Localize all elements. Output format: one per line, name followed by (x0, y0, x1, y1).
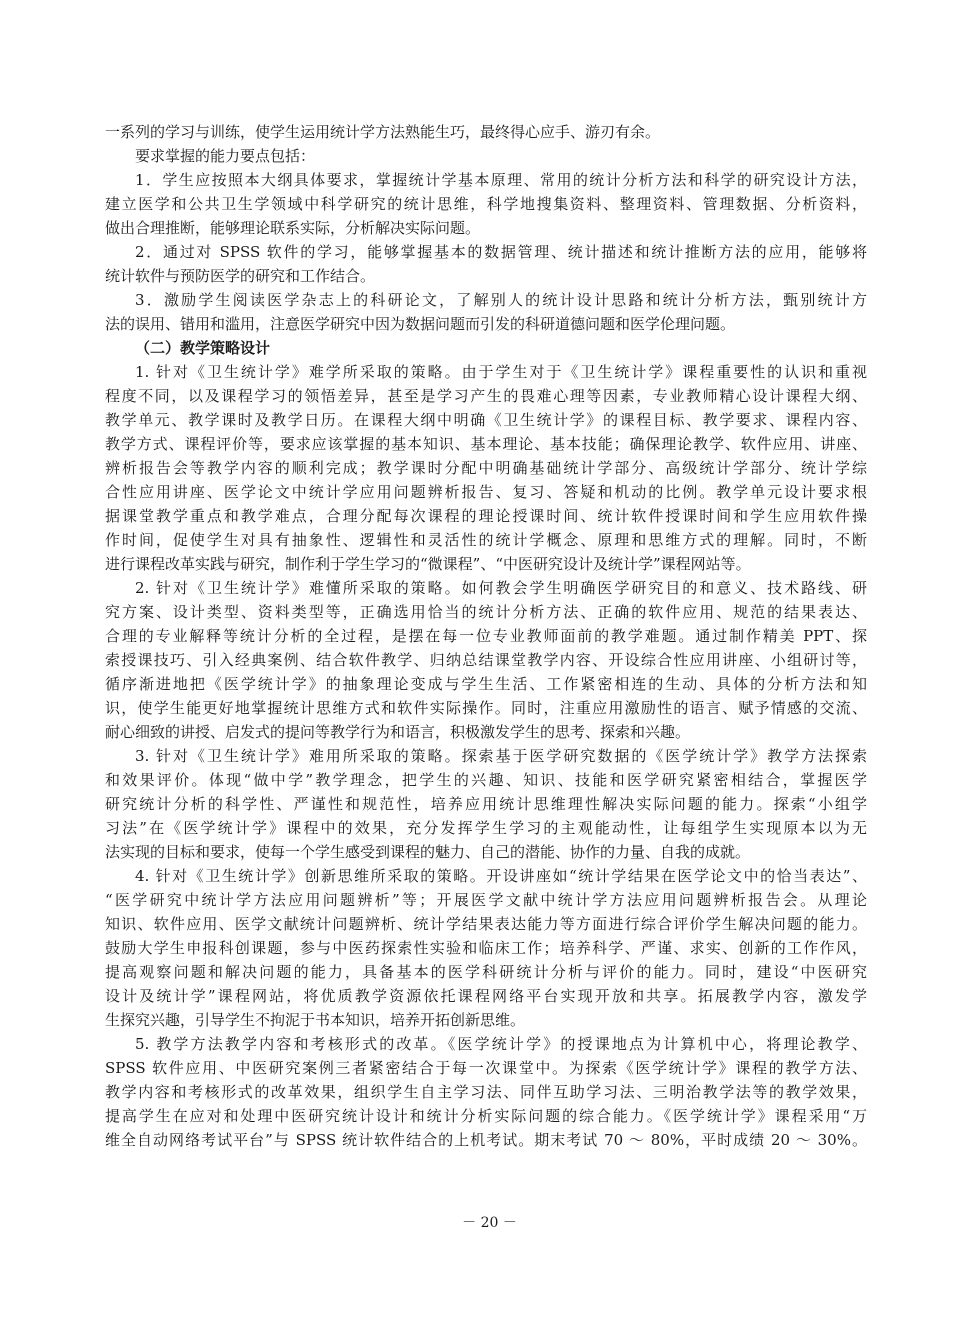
text-line: 程度不同，以及课程学习的领悟差异，甚至是学习产生的畏难心理等因素，专业教师精心设计课程大纲、 (105, 387, 867, 405)
text-line: 循序渐进地把《医学统计学》的抽象理论变成与学生生活、工作紧密相连的生动、具体的分析方法和知 (105, 675, 867, 693)
text-line: 合性应用讲座、医学论文中统计学应用问题辨析报告、复习、答疑和机动的比例。教学单元设计要求根 (105, 483, 867, 501)
text-line: 维全自动网络考试平台”与 SPSS 统计软件结合的上机考试。期末考试 70 ～ 80%，平时成绩 20 ～ 30%。 (105, 1131, 867, 1149)
text-line: 2. 针对《卫生统计学》难懂所采取的策略。如何教会学生明确医学研究目的和意义、技术路线、研 (135, 579, 867, 597)
text-line: 4. 针对《卫生统计学》创新思维所采取的策略。开设讲座如“统计学结果在医学论文中的恰当表达”、 (135, 867, 867, 885)
text-line: “医学研究中统计学方法应用问题辨析”等；开展医学文献中统计学方法应用问题辨析报告会。从理论 (105, 891, 867, 909)
text-line: 进行课程改革实践与研究，制作利于学生学习的“微课程”、“中医研究设计及统计学”课程网站等。 (105, 555, 751, 573)
text-line: 要求掌握的能力要点包括： (135, 147, 316, 165)
text-line: 生探究兴趣，引导学生不拘泥于书本知识，培养开拓创新思维。 (105, 1011, 526, 1029)
text-line: SPSS 软件应用、中医研究案例三者紧密结合于每一次课堂中。为探索《医学统计学》课程的教学方法、 (105, 1059, 867, 1077)
text-line: 设计及统计学”课程网站，将优质教学资源依托课程网络平台实现开放和共享。拓展教学内容，激发学 (105, 987, 867, 1005)
text-line: 据课堂教学重点和教学难点，合理分配每次课程的理论授课时间、统计软件授课时间和学生应用软件操 (105, 507, 867, 525)
text-line: 鼓励大学生申报科创课题，参与中医药探索性实验和临床工作；培养科学、严谨、求实、创新的工作作风， (105, 939, 867, 957)
text-line: 索授课技巧、引入经典案例、结合软件教学、归纳总结课堂教学内容、开设综合性应用讲座、小组研讨等， (105, 651, 867, 669)
text-line: 一系列的学习与训练，使学生运用统计学方法熟能生巧，最终得心应手、游刃有余。 (105, 123, 661, 141)
text-line: 知识、软件应用、医学文献统计问题辨析、统计学结果表达能力等方面进行综合评价学生解决问题的能力。 (105, 915, 867, 933)
text-line: 教学方式、课程评价等，要求应该掌握的基本知识、基本理论、基本技能；确保理论教学、软件应用、讲座、 (105, 435, 867, 453)
text-line: 1. 针对《卫生统计学》难学所采取的策略。由于学生对于《卫生统计学》课程重要性的认识和重视 (135, 363, 867, 381)
page-number: － 20 － (462, 1215, 517, 1231)
section-heading: （二）教学策略设计 (135, 339, 271, 357)
text-line: 法实现的目标和要求，使每一个学生感受到课程的魅力、自己的潜能、协作的力量、自我的成就。 (105, 843, 751, 861)
text-line: 作时间，促使学生对具有抽象性、逻辑性和灵活性的统计学概念、原理和思维方式的理解。同时，不断 (105, 531, 867, 549)
text-line: 提高观察问题和解决问题的能力，具备基本的医学科研统计分析与评价的能力。同时，建设“中医研究 (105, 963, 867, 981)
text-line: 提高学生在应对和处理中医研究统计设计和统计分析实际问题的综合能力。《医学统计学》课程采用“万 (105, 1107, 867, 1125)
text-line: 研究统计分析的科学性、严谨性和规范性，培养应用统计思维理性解决实际问题的能力。探索“小组学 (105, 795, 867, 813)
text-line: 3．激励学生阅读医学杂志上的科研论文，了解别人的统计设计思路和统计分析方法，甄别统计方 (135, 291, 867, 309)
text-line: 教学内容和考核形式的改革效果，组织学生自主学习法、同伴互助学习法、三明治教学法等的教学效果， (105, 1083, 867, 1101)
text-line: 做出合理推断，能够理论联系实际，分析解决实际问题。 (105, 219, 481, 237)
text-line: 统计软件与预防医学的研究和工作结合。 (105, 267, 376, 285)
text-line: 1．学生应按照本大纲具体要求，掌握统计学基本原理、常用的统计分析方法和科学的研究设计方法， (135, 171, 867, 189)
text-line: 3. 针对《卫生统计学》难用所采取的策略。探索基于医学研究数据的《医学统计学》教学方法探索 (135, 747, 867, 765)
text-line: 耐心细致的讲授、启发式的提问等教学行为和语言，积极激发学生的思考、探索和兴趣。 (105, 723, 691, 741)
text-line: 合理的专业解释等统计分析的全过程，是摆在每一位专业教师面前的教学难题。通过制作精美 PPT、探 (105, 627, 867, 645)
document-body (105, 120, 867, 1152)
text-line: 2．通过对 SPSS 软件的学习，能够掌握基本的数据管理、统计描述和统计推断方法的应用，能够将 (135, 243, 867, 261)
text-line: 辨析报告会等教学内容的顺利完成；教学课时分配中明确基础统计学部分、高级统计学部分、统计学综 (105, 459, 867, 477)
text-line: 法的误用、错用和滥用，注意医学研究中因为数据问题而引发的科研道德问题和医学伦理问题。 (105, 315, 736, 333)
text-line: 识，使学生能更好地掌握统计思维方式和软件实际操作。同时，注重应用激励性的语言、赋予情感的交流、 (105, 699, 867, 717)
text-line: 建立医学和公共卫生学领域中科学研究的统计思维，科学地搜集资料、整理资料、管理数据、分析资料， (105, 195, 867, 213)
text-line: 和效果评价。体现“做中学”教学理念，把学生的兴趣、知识、技能和医学研究紧密相结合，掌握医学 (105, 771, 867, 789)
text-line: 习法”在《医学统计学》课程中的效果，充分发挥学生学习的主观能动性，让每组学生实现原本以为无 (105, 819, 867, 837)
text-line: 教学单元、教学课时及教学日历。在课程大纲中明确《卫生统计学》的课程目标、教学要求、课程内容、 (105, 411, 867, 429)
text-line: 5. 教学方法教学内容和考核形式的改革。《医学统计学》的授课地点为计算机中心，将理论教学、 (135, 1035, 867, 1053)
text-line: 究方案、设计类型、资料类型等，正确选用恰当的统计分析方法、正确的软件应用、规范的结果表达、 (105, 603, 867, 621)
